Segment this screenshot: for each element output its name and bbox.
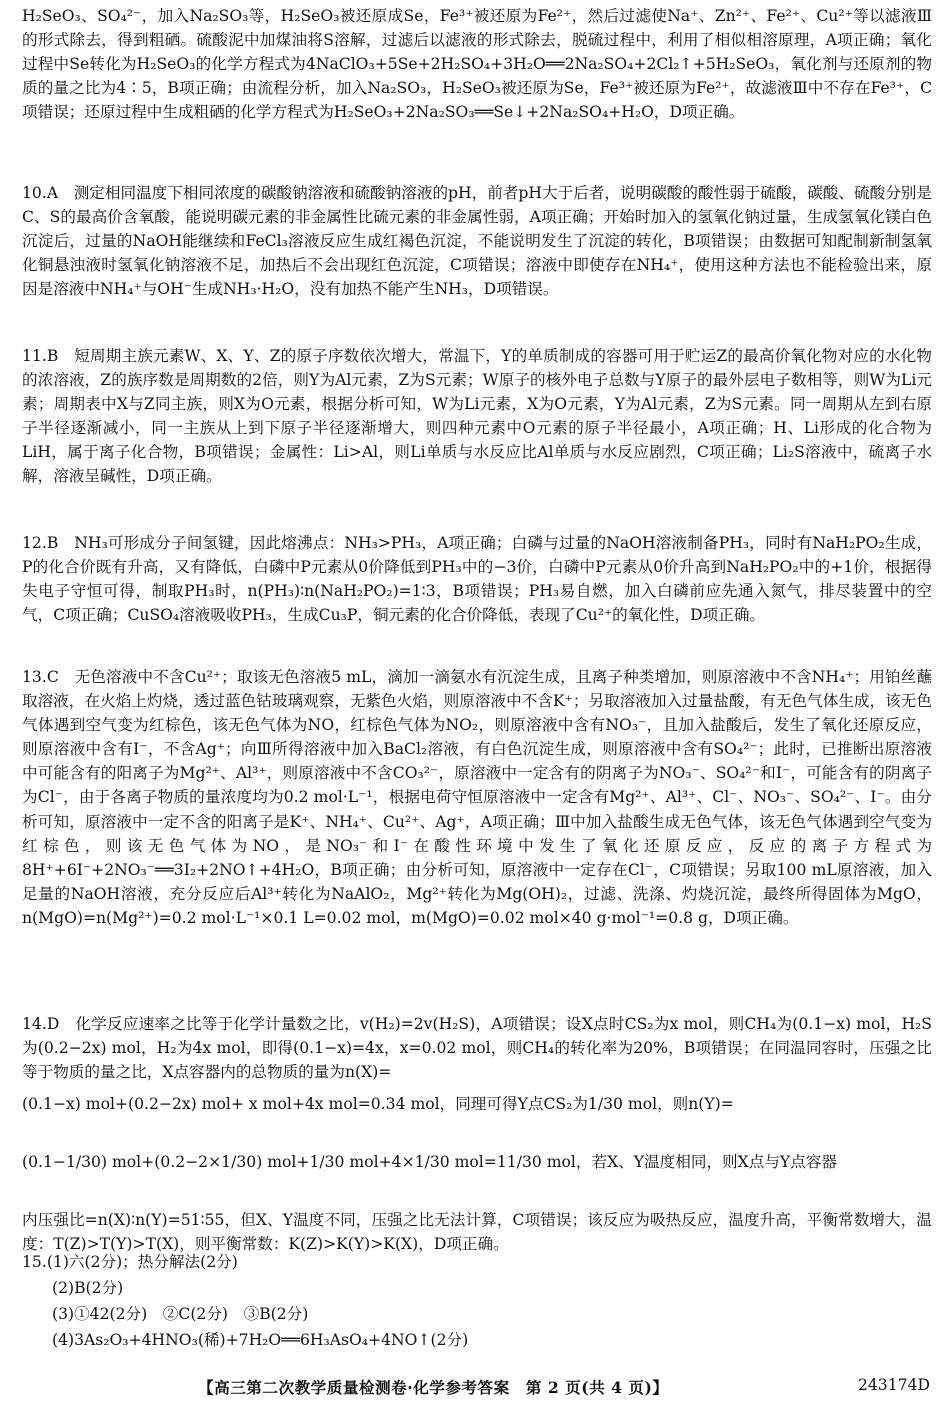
answer-number: 10. bbox=[22, 184, 47, 202]
intro-paragraph: H₂SeO₃、SO₄²⁻，加入Na₂SO₃等，H₂SeO₃被还原成Se，Fe³⁺被还原为Fe²⁺，然后过滤使Na⁺、Zn²⁺、Fe²⁺、Cu²⁺等以滤液Ⅲ的形式除去，得到粗硒。硫酸泥中加煤油将S溶解，过滤后以滤液的形式除去，脱硫过程中，利用了相似相溶原理，A项正确；氧化过程中Se转化为H₂SeO₃的化学方程式为4NaClO₃+5Se+2H₂SO₄+3H₂O══2Na₂SO₄+2Cl₂↑+5H₂SeO₃，氧化剂与还原剂的物质的量之比为4∶5，B项正确；由流程分析，加入Na₂SO₃，H₂SeO₃被还原为Se，Fe³⁺被还原为Fe²⁺，故滤液Ⅲ中不存在Fe³⁺，C项错误；还原过程中生成粗硒的化学方程式为H₂SeO₃+2Na₂SO₃══Se↓+2Na₂SO₄+H₂O，D项正确。 bbox=[22, 7, 932, 122]
answer-choice: B bbox=[46, 347, 59, 365]
answer-choice: C bbox=[46, 668, 59, 686]
answer-choice: B bbox=[46, 534, 59, 552]
answer-11 bbox=[22, 344, 932, 489]
footer-code: 243174D bbox=[857, 1376, 930, 1394]
answer-choice: A bbox=[46, 184, 59, 202]
answer-number: 12. bbox=[22, 534, 47, 552]
page-footer bbox=[0, 1376, 950, 1402]
answer-15-line-4: (4)3As₂O₃+4HNO₃(稀)+7H₂O══6H₃AsO₄+4NO↑(2分) bbox=[52, 1331, 469, 1349]
answer-number: 11. bbox=[22, 347, 47, 365]
answer-explanation: 测定相同温度下相同浓度的碳酸钠溶液和硫酸钠溶液的pH，前者pH大于后者，说明碳酸的酸性弱于硫酸，碳酸、硫酸分别是C、S的最高价含氧酸，能说明碳元素的非金属性比硫元素的非金属性弱，A项正确；开始时加入的氢氧化钠过量，生成氢氧化镁白色沉淀后，过量的NaOH能继续和FeCl₃溶液反应生成红褐色沉淀，不能说明发生了沉淀的转化，B项错误；由数据可知配制新制氢氧化铜悬浊液时氢氧化钠溶液不足，加热后不会出现红色沉淀，C项错误；溶液中即使存在NH₄⁺，使用这种方法也不能检验出来，原因是溶液中NH₄⁺与OH⁻生成NH₃·H₂O，没有加热不能产生NH₃，D项错误。 bbox=[22, 184, 932, 299]
answer-14-continued-2: (0.1−1/30) mol+(0.2−2×1/30) mol+1/30 mol+4×1/30 mol=11/30 mol，若X、Y温度相同，则X点与Y点容器 bbox=[22, 1153, 838, 1171]
answer-explanation: 无色溶液中不含Cu²⁺；取该无色溶液5 mL，滴加一滴氨水有沉淀生成，且离子种类增加，则原溶液中不含NH₄⁺；用铂丝蘸取溶液，在火焰上灼烧，透过蓝色钴玻璃观察，无紫色火焰，则原溶液中不含K⁺；另取溶液加入过量盐酸，有无色气体生成，该无色气体遇到空气变为红棕色，该无色气体为NO，红棕色气体为NO₂，则原溶液中含有NO₃⁻，且加入盐酸后，发生了氧化还原反应，则原溶液中含有I⁻，不含Ag⁺；向Ⅲ所得溶液中加入BaCl₂溶液，有白色沉淀生成，则原溶液中含有SO₄²⁻；此时，已推断出原溶液中可能含有的阳离子为Mg²⁺、Al³⁺，则原溶液中不含CO₃²⁻，原溶液中一定含有的阴离子为NO₃⁻、SO₄²⁻和I⁻，可能含有的阴离子为Cl⁻，由于各离子物质的量浓度均为0.2 mol·L⁻¹，根据电荷守恒原溶液中一定含有Mg²⁺、Al³⁺、Cl⁻、NO₃⁻、SO₄²⁻、I⁻。由分析可知，原溶液中一定不含的阳离子是K⁺、NH₄⁺、Cu²⁺、Ag⁺，A项正确；Ⅲ中加入盐酸生成无色气体，该无色气体遇到空气变为红棕色，则该无色气体为NO，是NO₃⁻和I⁻在酸性环境中发生了氧化还原反应，反应的离子方程式为8H⁺+6I⁻+2NO₃⁻══3I₂+2NO↑+4H₂O，B项正确；由分析可知，原溶液中一定存在Cl⁻，C项错误；另取100 mL原溶液，加入足量的NaOH溶液，充分反应后Al³⁺转化为NaAlO₂，Mg²⁺转化为Mg(OH)₂，过滤、洗涤、灼烧沉淀，最终所得固体为MgO，n(MgO)=n(Mg²⁺)=0.2 mol·L⁻¹×0.1 L=0.02 mol，m(MgO)=0.02 mol×40 g·mol⁻¹=0.8 g，D项正确。 bbox=[22, 668, 932, 927]
answer-number: 13. bbox=[22, 668, 47, 686]
answer-explanation: 化学反应速率之比等于化学计量数之比，v(H₂)=2v(H₂S)，A项错误；设X点时CS₂为x mol，则CH₄为(0.1−x) mol，H₂S为(0.2−2x) mol，H₂为4x mol，即得(0.1−x)=4x，x=0.02 mol，则CH₄的转化率为20%，B项错误；在同温同容时，压强之比等于物质的量之比，X点容器内的总物质的量为n(X)= bbox=[22, 1015, 932, 1082]
answer-14 bbox=[22, 1012, 932, 1084]
answer-15-line-2: (2)B(2分) bbox=[52, 1279, 124, 1297]
answer-12 bbox=[22, 531, 932, 627]
answer-14-continued-1: (0.1−x) mol+(0.2−2x) mol+ x mol+4x mol=0.34 mol，同理可得Y点CS₂为1/30 mol，则n(Y)= bbox=[22, 1095, 734, 1113]
answer-15-line-1 bbox=[22, 1250, 238, 1274]
answer-choice: D bbox=[46, 1015, 60, 1033]
answer-15-part-1: (1)六(2分)；热分解法(2分) bbox=[46, 1253, 238, 1271]
answer-10 bbox=[22, 181, 932, 301]
answer-14-continued-3: 内压强比=n(X)∶n(Y)=51∶55，但X、Y温度不同，压强之比无法计算，C项错误；该反应为吸热反应，温度升高，平衡常数增大，温度：T(Z)>T(Y)>T(X)，则平衡常数：K(Z)>K(Y)>K(X)，D项正确。 bbox=[22, 1211, 932, 1254]
answer-explanation: 短周期主族元素W、X、Y、Z的原子序数依次增大，常温下，Y的单质制成的容器可用于贮运Z的最高价氧化物对应的水化物的浓溶液，Z的族序数是周期数的2倍，则Y为Al元素，Z为S元素；W原子的核外电子总数与Y原子的最外层电子数相等，则W为Li元素；周期表中X与Z同主族，则X为O元素，根据分析可知，W为Li元素，X为O元素，Y为Al元素，Z为S元素。同一周期从左到右原子半径逐渐减小，同一主族从上到下原子半径逐渐增大，则四种元素中O元素的原子半径最小，A项正确；H、Li形成的化合物为LiH，属于离子化合物，B项错误；金属性：Li>Al，则Li单质与水反应比Al单质与水反应剧烈，C项正确；Li₂S溶液中，硫离子水解，溶液呈碱性，D项正确。 bbox=[22, 347, 932, 486]
footer-title: 【高三第二次教学质量检测卷·化学参考答案 第 2 页(共 4 页)】 bbox=[198, 1378, 669, 1397]
answer-13 bbox=[22, 665, 932, 930]
answer-15-line-3: (3)①42(2分) ②C(2分) ③B(2分) bbox=[52, 1305, 309, 1323]
answer-explanation: NH₃可形成分子间氢键，因此熔沸点：NH₃>PH₃，A项正确；白磷与过量的NaOH溶液制备PH₃，同时有NaH₂PO₂生成，P的化合价既有升高，又有降低，白磷中P元素从0价降低到PH₃中的−3价，白磷中P元素从0价升高到NaH₂PO₂中的+1价，根据得失电子守恒可得，制取PH₃时，n(PH₃)∶n(NaH₂PO₂)=1∶3，B项错误；PH₃易自燃，加入白磷前应先通入氮气，排尽装置中的空气，C项正确；CuSO₄溶液吸收PH₃，生成Cu₃P，铜元素的化合价降低，表现了Cu²⁺的氧化性，D项正确。 bbox=[22, 534, 932, 625]
answer-number: 14. bbox=[22, 1015, 47, 1033]
answer-number: 15. bbox=[22, 1253, 47, 1271]
